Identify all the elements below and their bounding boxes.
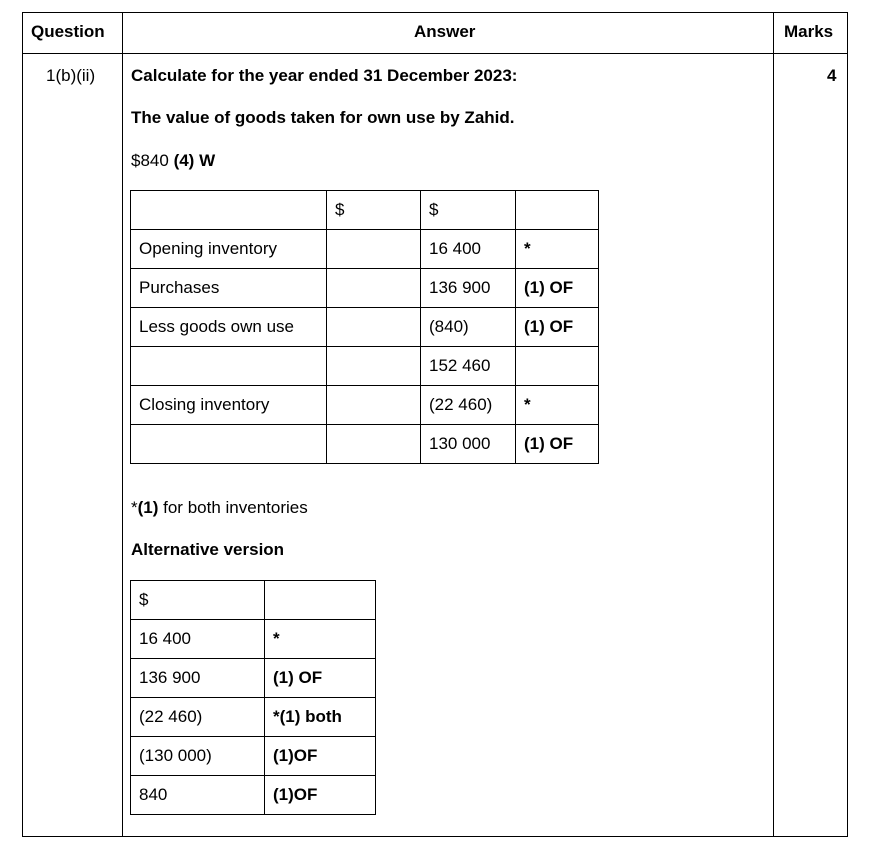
table-row <box>131 620 376 659</box>
cell: (1)OF <box>265 776 376 815</box>
cell <box>327 425 421 464</box>
table-row <box>131 737 376 776</box>
cell: (1) OF <box>516 425 599 464</box>
answer-line <box>131 151 215 171</box>
cell: $ <box>131 581 265 620</box>
inventories-note <box>131 498 308 518</box>
table-row <box>131 425 599 464</box>
cell: * <box>516 386 599 425</box>
answer-mark: (4) W <box>173 151 216 170</box>
table-row <box>131 347 599 386</box>
cell: (1)OF <box>265 737 376 776</box>
table-row <box>131 698 376 737</box>
question-line-1: Calculate for the year ended 31 December 2023: <box>131 66 518 85</box>
answer-value: $840 <box>131 151 169 170</box>
alternative-table <box>130 580 376 815</box>
cell <box>516 191 599 230</box>
question-column-divider <box>122 12 123 837</box>
cell <box>131 425 327 464</box>
cell: (22 460) <box>131 698 265 737</box>
note-mark: (1) <box>137 498 159 517</box>
question-header: Question <box>31 22 105 41</box>
cell: Opening inventory <box>131 230 327 269</box>
inventory-table <box>130 190 599 464</box>
cell: $ <box>327 191 421 230</box>
table-row <box>131 659 376 698</box>
table-row <box>131 230 599 269</box>
table-row <box>131 581 376 620</box>
cell: Closing inventory <box>131 386 327 425</box>
cell: 16 400 <box>421 230 516 269</box>
cell <box>327 230 421 269</box>
cell <box>131 191 327 230</box>
note-star: * <box>131 498 138 517</box>
cell: 152 460 <box>421 347 516 386</box>
cell <box>265 581 376 620</box>
table-row <box>131 776 376 815</box>
cell: 136 900 <box>421 269 516 308</box>
cell: * <box>265 620 376 659</box>
cell: Less goods own use <box>131 308 327 347</box>
cell <box>327 308 421 347</box>
header-divider <box>22 53 848 54</box>
table-top-border <box>22 12 848 13</box>
cell: 130 000 <box>421 425 516 464</box>
table-row <box>131 269 599 308</box>
table-row <box>131 386 599 425</box>
cell: (1) OF <box>265 659 376 698</box>
marks-value: 4 <box>827 66 837 85</box>
alternative-version-title: Alternative version <box>131 540 285 559</box>
question-line-2: The value of goods taken for own use by Zahid. <box>131 108 515 127</box>
cell: Purchases <box>131 269 327 308</box>
cell <box>131 347 327 386</box>
cell: (22 460) <box>421 386 516 425</box>
cell <box>327 269 421 308</box>
cell <box>327 347 421 386</box>
cell: (1) OF <box>516 308 599 347</box>
cell: 16 400 <box>131 620 265 659</box>
answer-header: Answer <box>414 22 476 41</box>
marks-column-divider <box>773 12 774 837</box>
table-row <box>131 191 599 230</box>
table-right-border <box>847 12 848 837</box>
cell: (130 000) <box>131 737 265 776</box>
cell: (1) OF <box>516 269 599 308</box>
mark-scheme-table <box>22 12 848 837</box>
cell <box>516 347 599 386</box>
note-text: for both inventories <box>158 498 308 517</box>
table-row <box>131 308 599 347</box>
marks-header: Marks <box>784 22 834 41</box>
cell: $ <box>421 191 516 230</box>
cell: (840) <box>421 308 516 347</box>
cell: 136 900 <box>131 659 265 698</box>
table-bottom-border <box>22 836 848 837</box>
cell: * <box>516 230 599 269</box>
cell <box>327 386 421 425</box>
table-left-border <box>22 12 23 837</box>
cell: 840 <box>131 776 265 815</box>
question-number: 1(b)(ii) <box>46 66 96 85</box>
cell: *(1) both <box>265 698 376 737</box>
